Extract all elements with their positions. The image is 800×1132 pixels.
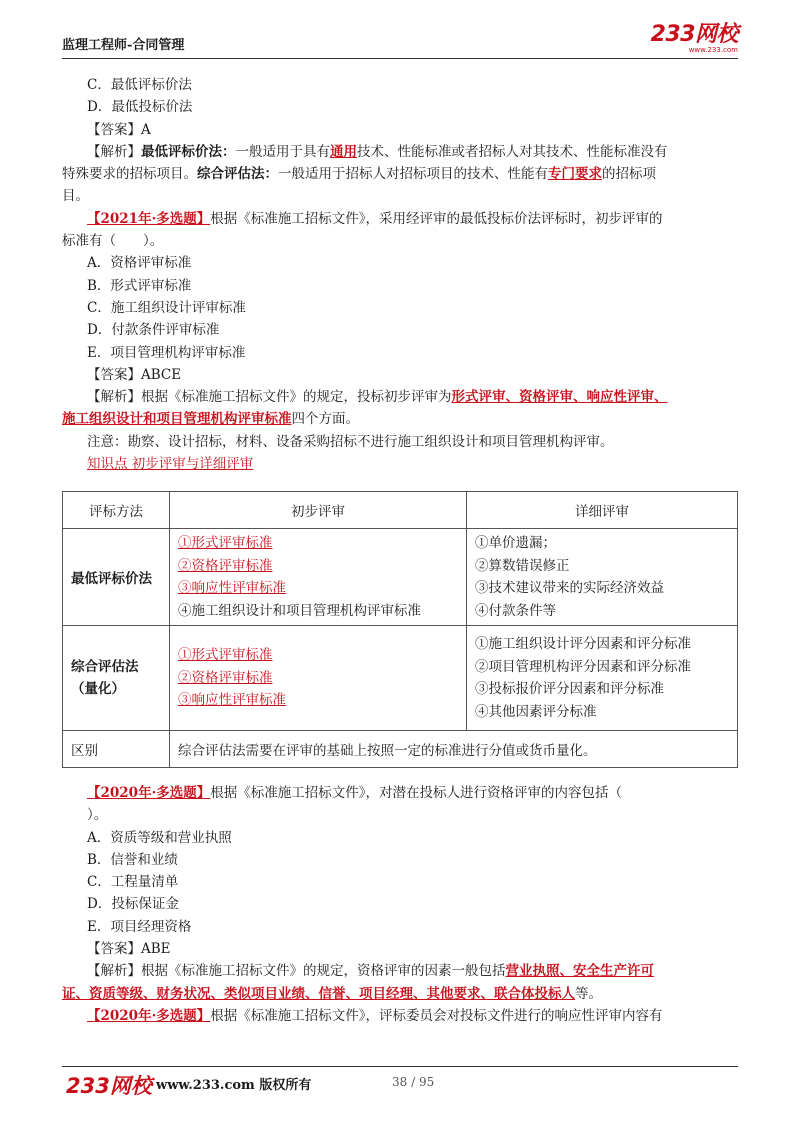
detail-cell xyxy=(467,626,738,731)
option-c: C．施工组织设计评审标准 xyxy=(87,299,246,316)
list-item: ④其他因素评分标准 xyxy=(475,703,597,720)
prelim-cell xyxy=(170,626,467,731)
footer-divider xyxy=(62,1066,738,1067)
list-item: ①施工组织设计评分因素和评分标准 xyxy=(475,636,691,652)
question-stem: 【2020年·多选题】根据《标准施工招标文件》，评标委员会对投标文件进行的响应性评审内容有 xyxy=(87,1007,663,1024)
difference-cell: 综合评估法需要在评审的基础上按照一定的标准进行分值或货币量化。 xyxy=(170,731,738,768)
answer: 【答案】ABE xyxy=(87,941,171,958)
explanation-line: 施工组织设计和项目管理机构评审标准四个方面。 xyxy=(62,411,359,428)
list-item: ③投标报价评分因素和评分标准 xyxy=(475,681,664,697)
row-label: 最低评标价法 xyxy=(63,529,170,626)
row-label: 综合评估法 （量化） xyxy=(63,626,170,731)
detail-cell xyxy=(467,529,738,626)
question-tag: 【2020年·多选题】 xyxy=(87,1007,211,1024)
explanation-line: 目。 xyxy=(62,188,89,205)
note: 注意：勘察、设计招标，材料、设备采购招标不进行施工组织设计和项目管理机构评审。 xyxy=(87,433,614,450)
explanation-line: 证、资质等级、财务状况、类似项目业绩、信誉、项目经理、其他要求、联合体投标人等。 xyxy=(62,985,602,1002)
answer: 【答案】A xyxy=(87,121,151,138)
explanation-line: 【解析】根据《标准施工招标文件》的规定，资格评审的因素一般包括营业执照、安全生产许可 xyxy=(87,963,654,980)
row-label: 区别 xyxy=(63,731,170,768)
option-b: B．形式评审标准 xyxy=(87,277,192,294)
page-footer xyxy=(62,1070,738,1096)
list-item: ①单价遗漏； xyxy=(475,535,556,551)
comparison-table xyxy=(62,491,738,768)
table-header-row xyxy=(63,492,738,529)
option-a: A．资质等级和营业执照 xyxy=(87,829,232,846)
table-header-cell: 评标方法 xyxy=(63,492,170,529)
list-item: ②算数错误修正 xyxy=(475,557,570,574)
option-b: B．信誉和业绩 xyxy=(87,851,178,868)
list-item: ④付款条件等 xyxy=(475,602,556,619)
table-row xyxy=(63,529,738,626)
list-item: ①形式评审标准 xyxy=(178,535,273,551)
option-c: C．最低评标价法 xyxy=(87,77,192,93)
table-header-cell: 详细评审 xyxy=(467,492,738,529)
question-tag: 【2021年·多选题】 xyxy=(87,210,211,227)
list-item: ①形式评审标准 xyxy=(178,647,273,664)
page-number: 38 / 95 xyxy=(392,1075,435,1089)
explanation-line: 特殊要求的招标项目。综合评估法：一般适用于招标人对招标项目的技术、性能有专门要求的招标项 xyxy=(62,166,656,183)
footer-logo: 233网校 xyxy=(66,1074,152,1098)
list-item: ④施工组织设计和项目管理机构评审标准 xyxy=(178,602,421,619)
option-e: E．项目管理机构评审标准 xyxy=(87,344,246,361)
main-content xyxy=(62,74,738,475)
brand-logo xyxy=(651,24,738,54)
question-stem: 标准有（ ）。 xyxy=(62,233,164,250)
question-stem: ）。 xyxy=(87,807,108,824)
table-row xyxy=(63,626,738,731)
list-item: ③响应性评审标准 xyxy=(178,580,286,596)
option-d: D．付款条件评审标准 xyxy=(87,322,220,339)
main-content-continued xyxy=(62,782,738,1027)
list-item: ③响应性评审标准 xyxy=(178,692,286,709)
list-item: ②项目管理机构评分因素和评分标准 xyxy=(475,658,691,675)
option-c: C．工程量清单 xyxy=(87,874,179,891)
question-tag: 【2020年·多选题】 xyxy=(87,785,211,801)
document-title: 监理工程师-合同管理 xyxy=(62,38,185,53)
list-item: ②资格评审标准 xyxy=(178,669,273,686)
table-row xyxy=(63,731,738,768)
list-item: ③技术建议带来的实际经济效益 xyxy=(475,580,664,596)
option-e: E．项目经理资格 xyxy=(87,918,192,935)
knowledge-point-title: 知识点 初步评审与详细评审 xyxy=(87,456,254,473)
option-d: D．最低投标价法 xyxy=(87,99,193,116)
table-header-cell: 初步评审 xyxy=(170,492,467,529)
question-stem: 【2021年·多选题】根据《标准施工招标文件》，采用经评审的最低投标价法评标时，初步评审的 xyxy=(87,210,663,227)
prelim-cell xyxy=(170,529,467,626)
page-header xyxy=(62,24,738,58)
copyright: www.233.com 版权所有 xyxy=(156,1078,312,1093)
header-divider xyxy=(62,58,738,59)
list-item: ②资格评审标准 xyxy=(178,557,273,574)
question-stem: 【2020年·多选题】根据《标准施工招标文件》，对潜在投标人进行资格评审的内容包括（ xyxy=(87,785,623,801)
answer: 【答案】ABCE xyxy=(87,366,182,383)
explanation-line: 【解析】最低评标价法：一般适用于具有通用技术、性能标准或者招标人对其技术、性能标准没有 xyxy=(87,143,668,160)
brand-logo-url: www.233.com xyxy=(688,46,738,54)
option-d: D．投标保证金 xyxy=(87,896,179,913)
brand-logo-text: 233网校 xyxy=(650,22,738,47)
option-a: A．资格评审标准 xyxy=(87,255,192,272)
explanation-line: 【解析】根据《标准施工招标文件》的规定，投标初步评审为形式评审、资格评审、响应性评审、 xyxy=(87,389,668,406)
